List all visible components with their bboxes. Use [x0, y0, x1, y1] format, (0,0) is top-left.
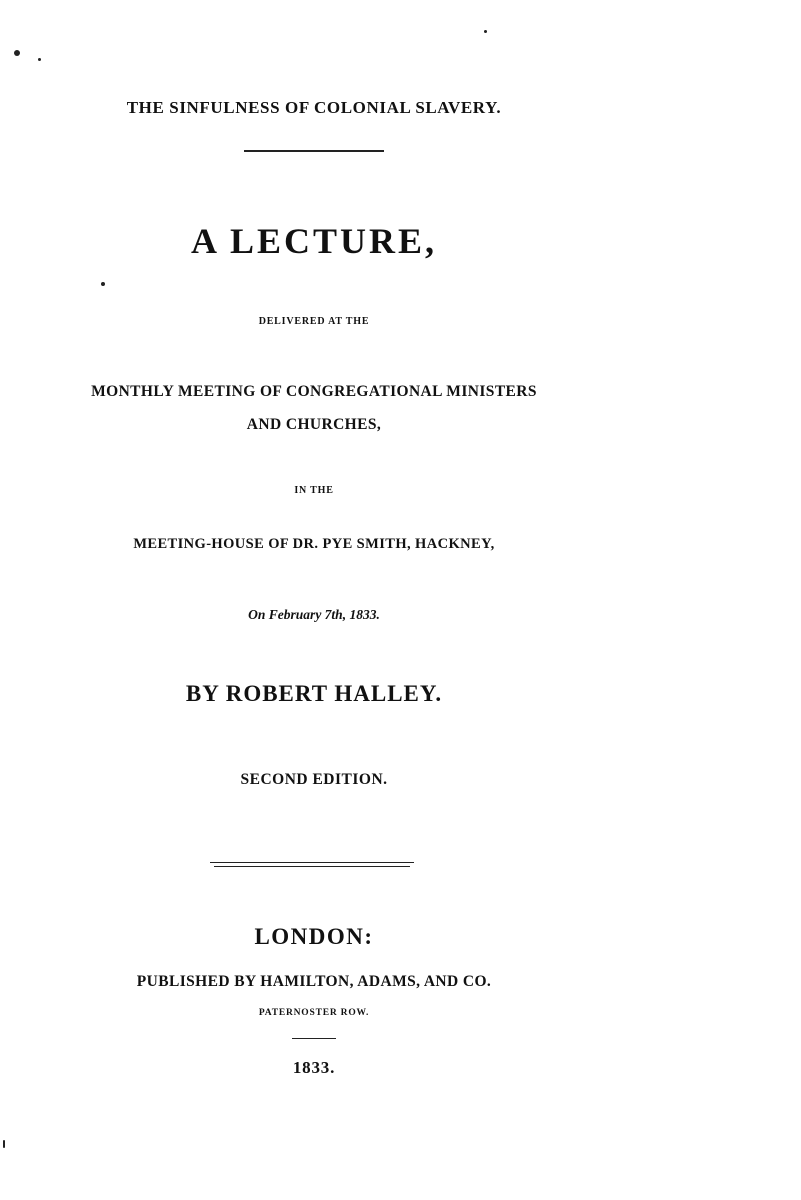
year-line: 1833.: [292, 1058, 336, 1077]
edition-line: SECOND EDITION.: [240, 771, 388, 788]
half-title: THE SINFULNESS OF COLONIAL SLAVERY.: [126, 98, 502, 117]
date-line: On February 7th, 1833.: [248, 607, 380, 622]
delivered-line: DELIVERED AT THE: [258, 316, 370, 327]
place-line: MEETING-HOUSE OF DR. PYE SMITH, HACKNEY,: [133, 536, 495, 552]
ornamental-divider-rule-lower: [214, 866, 410, 867]
ornamental-divider-rule: [210, 862, 414, 863]
in-the-line: IN THE: [294, 485, 334, 496]
main-title: A LECTURE,: [190, 221, 438, 261]
occasion-line-1: MONTHLY MEETING OF CONGREGATIONAL MINISTERS: [91, 383, 537, 400]
top-divider-rule: [244, 150, 384, 152]
year-divider-rule: [292, 1038, 336, 1039]
scan-speck: [101, 282, 105, 286]
author-line: BY ROBERT HALLEY.: [185, 681, 443, 706]
address-line: PATERNOSTER ROW.: [258, 1008, 370, 1018]
scan-speck: [38, 58, 41, 61]
scan-speck: [484, 30, 487, 33]
scan-speck: [14, 50, 20, 56]
scan-speck: [3, 1140, 5, 1148]
occasion-line-2: AND CHURCHES,: [246, 416, 382, 433]
publisher-line: PUBLISHED BY HAMILTON, ADAMS, AND CO.: [136, 973, 492, 990]
imprint-city: LONDON:: [254, 924, 374, 949]
